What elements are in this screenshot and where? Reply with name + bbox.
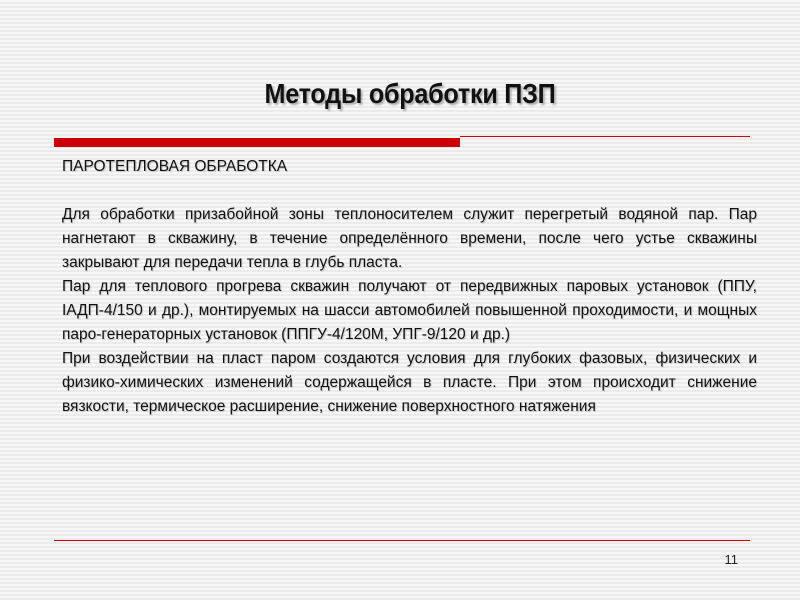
section-heading: ПАРОТЕПЛОВАЯ ОБРАБОТКА [62, 158, 288, 175]
paragraph-3: При воздействии на пласт паром создаются условия для глубоких фазовых, физических и физико-химических изменений содержащейся в пласте. При этом происходит снижение вязкости, термическое расширение, снижение поверхностного натяжения [62, 350, 757, 415]
title-underline-thin [460, 136, 750, 137]
paragraph-2: Пар для теплового прогрева скважин получают от передвижных паровых установок (ППУ, ІАДП-4/150 и др.), монтируемых на шасси автомобилей повышенной проходимости, и мощных паро-генераторных установок (ППГУ-4/120М, УПГ-9/120 и др.) [62, 278, 757, 343]
slide-title: Методы обработки ПЗП [264, 78, 556, 109]
page-number: 11 [724, 552, 738, 567]
paragraph-1: Для обработки призабойной зоны теплоносителем служит перегретый водяной пар. Пар нагнетают в скважину, в течение определённого времени, после чего устье скважины закрывают для передачи тепла в глубь пласта. [62, 206, 757, 271]
slide-content [62, 155, 757, 419]
footer-rule [54, 540, 750, 541]
heading-spacer [62, 179, 757, 203]
title-underline-thick [54, 138, 460, 147]
